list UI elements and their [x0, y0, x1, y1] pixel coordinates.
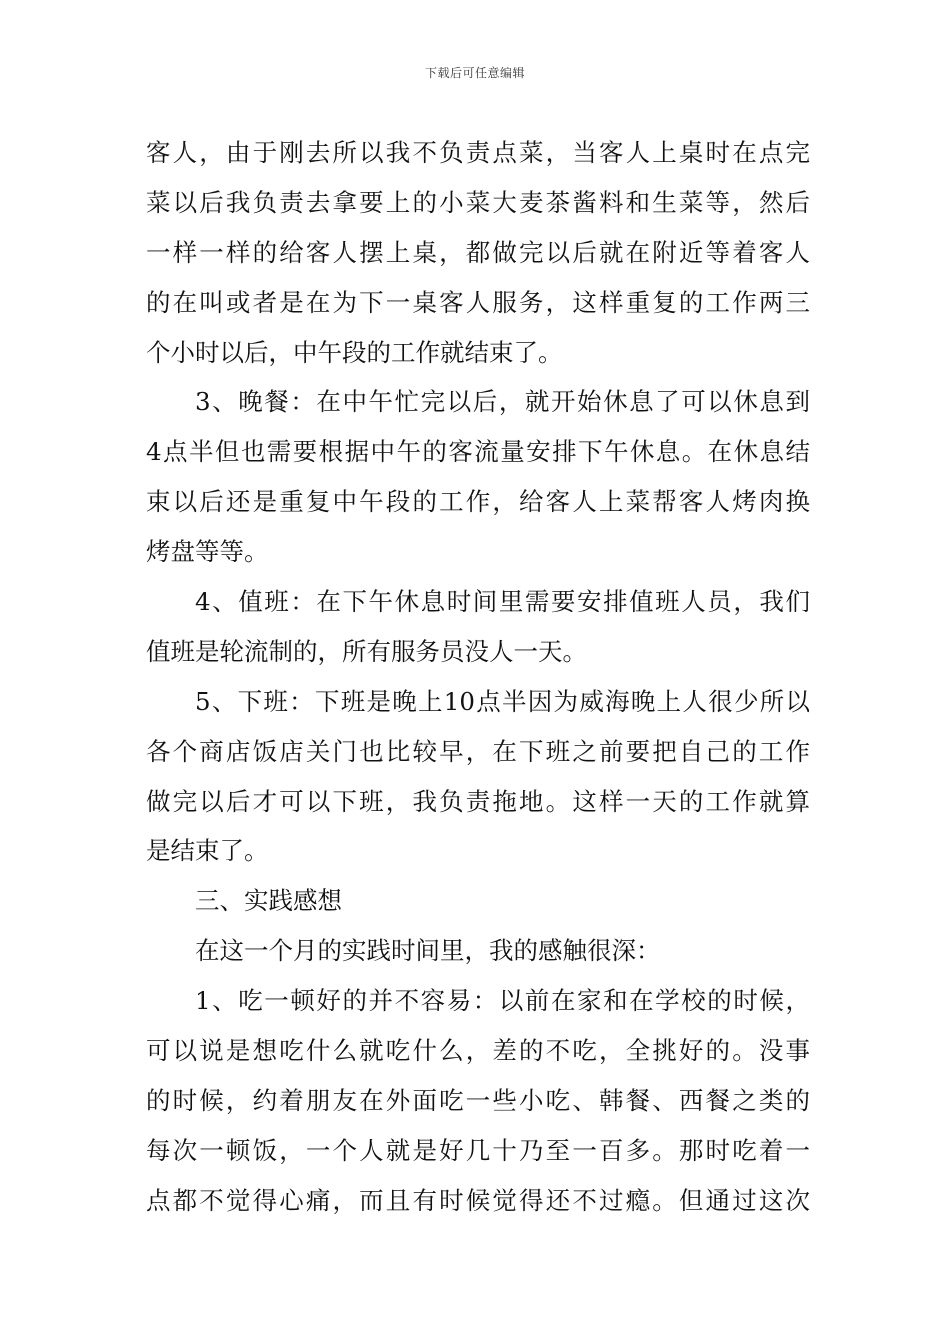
text-line: 在这一个月的实践时间里，我的感触很深：: [195, 936, 661, 966]
text-line: 值班是轮流制的，所有服务员没人一天。: [146, 636, 587, 666]
text-line: 的在叫或者是在为下一桌客人服务，这样重复的工作两三: [146, 287, 810, 317]
page-header: 下载后可任意编辑: [424, 66, 525, 80]
text-line: 4、值班：在下午休息时间里需要安排值班人员，我们: [195, 587, 810, 617]
paragraph: [146, 677, 810, 877]
document-body: [146, 128, 810, 1226]
text-line: 3、晚餐：在中午忙完以后，就开始休息了可以休息到: [195, 387, 810, 417]
text-line: 点都不觉得心痛，而且有时候觉得还不过瘾。但通过这次: [146, 1185, 810, 1215]
paragraph: [146, 128, 810, 377]
text-line: 个小时以后，中午段的工作就结束了。: [146, 337, 563, 367]
text-line: 一样一样的给客人摆上桌，都做完以后就在附近等着客人: [146, 237, 810, 267]
text-line: 的时候，约着朋友在外面吃一些小吃、韩餐、西餐之类的: [146, 1085, 810, 1115]
text-line: 5、下班：下班是晚上10点半因为威海晚上人很少所以: [195, 686, 810, 716]
section-heading: [146, 876, 810, 926]
paragraph: [146, 577, 810, 677]
text-line: 客人，由于刚去所以我不负责点菜，当客人上桌时在点完: [146, 138, 810, 167]
text-line: 烤盘等等。: [146, 537, 269, 567]
text-line: 4点半但也需要根据中午的客流量安排下午休息。在休息结: [146, 437, 810, 467]
text-line: 是结束了。: [146, 836, 269, 866]
text-line: 各个商店饭店关门也比较早，在下班之前要把自己的工作: [146, 736, 810, 766]
paragraph: [146, 377, 810, 577]
text-line: 可以说是想吃什么就吃什么，差的不吃，全挑好的。没事: [146, 1036, 810, 1066]
text-line: 做完以后才可以下班，我负责拖地。这样一天的工作就算: [146, 786, 810, 816]
paragraph: [146, 926, 810, 976]
text-line: 1、吃一顿好的并不容易：以前在家和在学校的时候，: [195, 986, 810, 1016]
text-line: 每次一顿饭，一个人就是好几十乃至一百多。那时吃着一: [146, 1135, 810, 1165]
text-line: 菜以后我负责去拿要上的小菜大麦茶酱料和生菜等，然后: [146, 187, 810, 217]
paragraph: [146, 976, 810, 1225]
text-line: 三、实践感想: [195, 886, 342, 916]
text-line: 束以后还是重复中午段的工作，给客人上菜帮客人烤肉换: [146, 487, 810, 517]
